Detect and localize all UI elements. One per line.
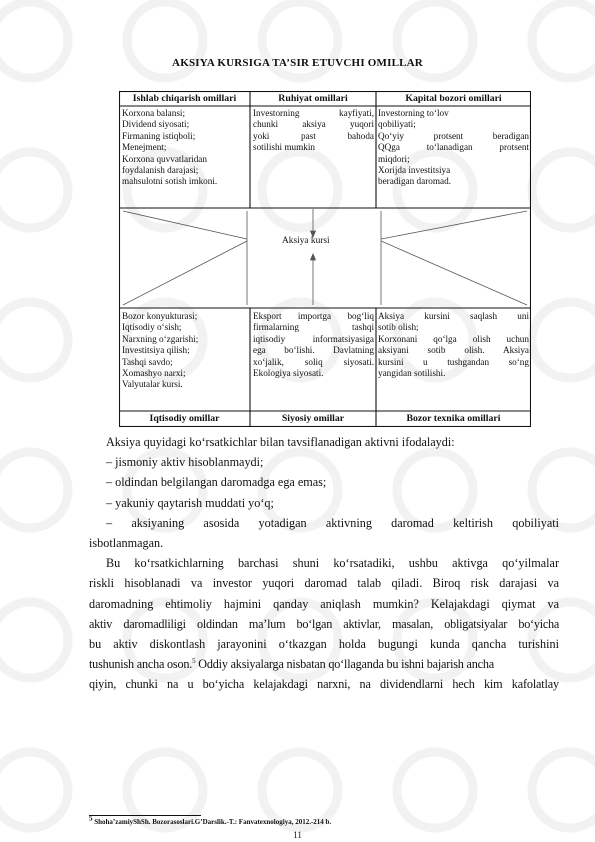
body-text <box>89 432 559 694</box>
footnote <box>89 814 332 826</box>
paragraph-text: tushunish ancha oson. <box>89 657 193 672</box>
cell-line: Korxonani qo‘lga olish uchun <box>378 333 529 344</box>
center-label-stock-price: Aksiya kursi <box>282 236 330 246</box>
paragraph-line <box>89 654 559 674</box>
watermark-ring <box>532 752 595 828</box>
cell-line: beradigan daromad. <box>378 176 451 187</box>
list-item: – oldindan belgilangan daromadga ega emas; <box>106 475 327 490</box>
cell-line: Xomashyo narxi; <box>122 368 186 379</box>
header-psychology-factors: Ruhiyat omillari <box>278 93 348 104</box>
footer-political-factors: Siyosiy omillar <box>281 413 345 424</box>
cell-line: firmalarning tashqi <box>253 322 374 333</box>
cell-line: Tashqi savdo; <box>122 356 173 367</box>
watermark-ring <box>0 752 68 828</box>
footnote-marker: 5 <box>192 657 196 665</box>
watermark-ring <box>0 302 68 378</box>
cell-line: yangidan sotilishi. <box>378 367 446 378</box>
cell-line: yoki past bahoda <box>253 130 374 141</box>
cell-line: miqdori; <box>378 153 410 164</box>
cell-line: Investorning to‘lov <box>378 108 449 118</box>
list-item: – jismoniy aktiv hisoblanmaydi; <box>106 455 264 470</box>
watermark-ring <box>397 752 473 828</box>
footnote-rule <box>89 815 201 816</box>
footnote-number: 5 <box>89 814 93 823</box>
cell-line: mahsulotni sotish imkoni. <box>122 176 218 187</box>
header-production-factors: Ishlab chiqarish omillari <box>132 93 237 104</box>
cell-line: sotilishi mumkin <box>253 142 316 153</box>
footer-economic-factors: Iqtisodiy omillar <box>149 413 220 424</box>
cell-market-technical-factors <box>378 311 529 379</box>
cell-line: QQga to‘lanadigan protsent <box>378 142 529 153</box>
cell-line: qobiliyati; <box>378 119 416 130</box>
cell-line: Korxona quvvatlaridan <box>122 153 207 164</box>
paragraph-line: riskli hisoblanadi va investor yuqori daromad talab qiladi. Biroq risk darajasi va <box>89 576 559 591</box>
cell-line: Investitsiya qilish; <box>122 345 190 356</box>
page-number: 11 <box>293 830 302 840</box>
cell-line: ega bo‘lishi. Davlatning <box>253 345 374 356</box>
cell-production-factors <box>122 108 248 188</box>
watermark-ring <box>127 752 203 828</box>
watermark-ring <box>0 152 68 228</box>
cell-line: Investorning kayfiyati, <box>253 108 374 118</box>
watermark-ring <box>0 602 68 678</box>
cell-line: Firmaning istiqboli; <box>122 130 196 141</box>
cell-line: Dividend siyosati; <box>122 119 190 130</box>
cell-line: Valyutalar kursi. <box>122 379 183 390</box>
footnote-text: Shoha’zamiyShSh. Bozorasoslari.G’Darslik.-T.: Fanvatexnologiya, 2012.-214 b. <box>92 818 332 826</box>
watermark-ring <box>262 752 338 828</box>
paragraph-line: bu aktiv diskontlash jarayonini o‘tkazgan holda bugungi kunda qancha turishini <box>89 636 559 651</box>
cell-line: foydalanish darajasi; <box>122 165 199 176</box>
cell-line: Ekologiya siyosati. <box>253 367 324 378</box>
watermark-ring <box>532 152 595 228</box>
cell-line: Xorijda investitsiya <box>378 164 451 175</box>
arrows <box>123 209 527 305</box>
cell-line: iqtisodiy informatsiyasiga <box>253 333 374 344</box>
paragraph-line: Aksiya quyidagi ko‘rsatkichlar bilan tavsiflanadigan aktivni ifodalaydi: <box>106 435 455 449</box>
footer-market-technical-factors: Bozor texnika omillari <box>406 413 501 424</box>
cell-line: Korxona balansi; <box>122 108 186 118</box>
cell-line: Menejment; <box>122 142 167 153</box>
cell-line: chunki aksiya yuqori <box>253 119 374 130</box>
cell-line: Iqtisodiy o‘sish; <box>122 322 182 333</box>
cell-line: Eksport importga bog‘liq <box>253 311 374 321</box>
list-item-continuation: isbotlanmagan. <box>89 535 164 550</box>
cell-line: Aksiya kursini saqlash uni <box>378 311 529 321</box>
watermark-ring <box>532 302 595 378</box>
cell-line: Narxning o‘zgarishi; <box>122 333 199 344</box>
cell-psychology-factors <box>253 108 374 154</box>
cell-line: aksiyani sotib olish. Aksiya <box>378 345 529 356</box>
cell-line: Bozor konyukturasi; <box>122 311 198 321</box>
header-capital-market-factors: Kapital bozori omillari <box>405 93 502 104</box>
paragraph-text: Oddiy aksiyalarga nisbatan qo‘llaganda bu ishni bajarish ancha <box>195 657 494 672</box>
factors-diagram <box>119 91 531 427</box>
cell-line: xo‘jalik, soliq siyosati. <box>253 356 374 367</box>
paragraph-line: Bu ko‘rsatkichlarning barchasi shuni ko‘rsatadiki, ushbu aktivga qo‘yilmalar <box>106 556 559 571</box>
list-item: – aksiyaning asosida yotadigan aktivning daromad keltirish qobiliyati <box>106 515 559 530</box>
cell-capital-market-factors <box>378 108 529 188</box>
cell-line: Qo‘yiy protsent beradigan <box>378 130 529 141</box>
paragraph-line: aktiv daromadliligi oldindan ma’lum bo‘lgan aktivlar, masalan, obligatsiyalar bo‘yicha <box>89 616 559 631</box>
cell-line: sotib olish; <box>378 322 419 333</box>
figure-title: AKSIYA KURSIGA TA’SIR ETUVCHI OMILLAR <box>172 57 423 69</box>
cell-political-factors <box>253 311 374 379</box>
cell-economic-factors <box>122 311 248 391</box>
paragraph-line: qiyin, chunki na u bo‘yicha kelajakdagi narxni, na dividendlarni hech kim kafolatlay <box>89 677 559 692</box>
cell-line: kursini u tushgandan so‘ng <box>378 356 529 367</box>
watermark-ring <box>0 452 68 528</box>
list-item: – yakuniy qaytarish muddati yo‘q; <box>106 495 274 510</box>
paragraph-line: daromadning ehtimoliy hajmini qanday aniqlash mumkin? Kelajakdagi qiymat va <box>89 596 559 611</box>
